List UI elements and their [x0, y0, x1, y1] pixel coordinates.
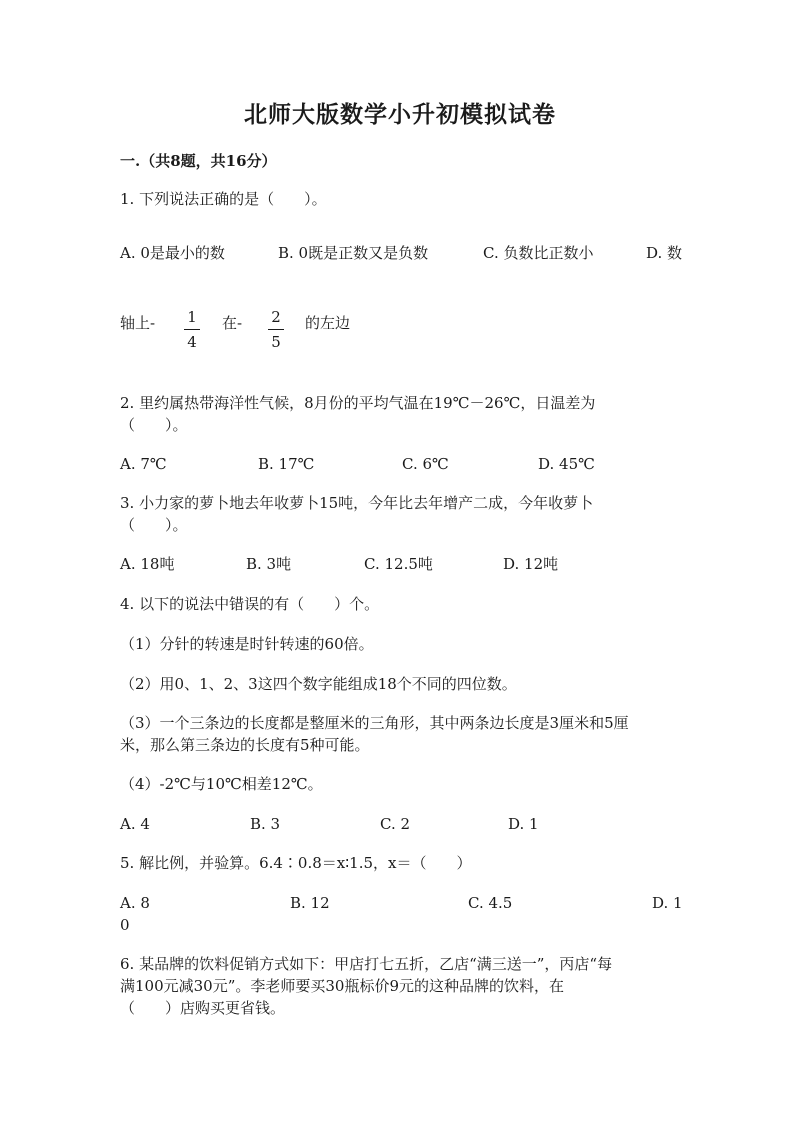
q4-statement-1: （1）分针的转速是时针转速的60倍。 [120, 635, 374, 653]
q3-stem-line1: 3. 小力家的萝卜地去年收萝卜15吨，今年比去年增产二成，今年收萝卜 [120, 494, 594, 512]
q2-option-b: B. 17℃ [258, 455, 315, 473]
q2-stem-line1: 2. 里约属热带海洋性气候，8月份的平均气温在19℃－26℃，日温差为 [120, 394, 596, 412]
q1-option-d-mid: 在- [222, 314, 243, 332]
q5-option-b: B. 12 [290, 894, 330, 912]
q6-stem-line2: 满100元减30元”。李老师要买30瓶标价9元的这种品牌的饮料，在 [120, 977, 565, 995]
q4-statement-4: （4）-2℃与10℃相差12℃。 [120, 775, 323, 793]
fraction-one-quarter [182, 308, 202, 351]
q2-option-d: D. 45℃ [538, 455, 595, 473]
q6-stem-line1: 6. 某品牌的饮料促销方式如下：甲店打七五折，乙店“满三送一”，丙店“每 [120, 955, 613, 973]
q2-option-c: C. 6℃ [402, 455, 449, 473]
q1-option-c: C. 负数比正数小 [483, 244, 594, 262]
q5-option-c: C. 4.5 [468, 894, 513, 912]
fraction-denominator: 5 [271, 333, 281, 351]
q6-stem-line3: （ ）店购买更省钱。 [120, 999, 286, 1017]
fraction-bar [268, 329, 284, 330]
q1-option-a: A. 0是最小的数 [120, 244, 225, 262]
q4-option-c: C. 2 [380, 815, 411, 833]
q4-stem: 4. 以下的说法中错误的有（ ）个。 [120, 595, 380, 613]
fraction-denominator: 4 [187, 333, 197, 351]
q2-option-a: A. 7℃ [120, 455, 167, 473]
q3-option-b: B. 3吨 [246, 555, 292, 573]
fraction-numerator: 1 [187, 308, 197, 326]
q3-stem-line2: （ ）。 [120, 516, 188, 534]
q2-stem-line2: （ ）。 [120, 416, 188, 434]
q5-option-d-wrap: 0 [120, 916, 130, 934]
q1-option-b: B. 0既是正数又是负数 [278, 244, 429, 262]
q5-option-a: A. 8 [120, 894, 150, 912]
q4-statement-2: （2）用0、1、2、3这四个数字能组成18个不同的四位数。 [120, 675, 517, 693]
q1-option-d: D. 数 [646, 244, 683, 262]
q1-option-d-prefix: 轴上- [120, 314, 156, 332]
q4-option-a: A. 4 [120, 815, 150, 833]
page-title: 北师大版数学小升初模拟试卷 [244, 101, 556, 128]
q3-option-a: A. 18吨 [120, 555, 175, 573]
q4-statement-3-line1: （3）一个三条边的长度都是整厘米的三角形，其中两条边长度是3厘米和5厘 [120, 714, 629, 732]
section-heading: 一.（共8题，共16分） [120, 152, 277, 170]
q4-statement-3-line2: 米，那么第三条边的长度有5种可能。 [120, 736, 370, 754]
q1-option-d-suffix: 的左边 [305, 314, 351, 332]
q3-option-d: D. 12吨 [503, 555, 559, 573]
fraction-numerator: 2 [271, 308, 281, 326]
q1-stem: 1. 下列说法正确的是（ ）。 [120, 190, 327, 208]
fraction-bar [184, 329, 200, 330]
fraction-two-fifths [266, 308, 286, 351]
q5-stem: 5. 解比例，并验算。6.4∶0.8＝x∶1.5，x＝（ ） [120, 854, 472, 872]
q3-option-c: C. 12.5吨 [364, 555, 433, 573]
q4-option-d: D. 1 [508, 815, 539, 833]
q5-option-d: D. 1 [652, 894, 683, 912]
q4-option-b: B. 3 [250, 815, 281, 833]
